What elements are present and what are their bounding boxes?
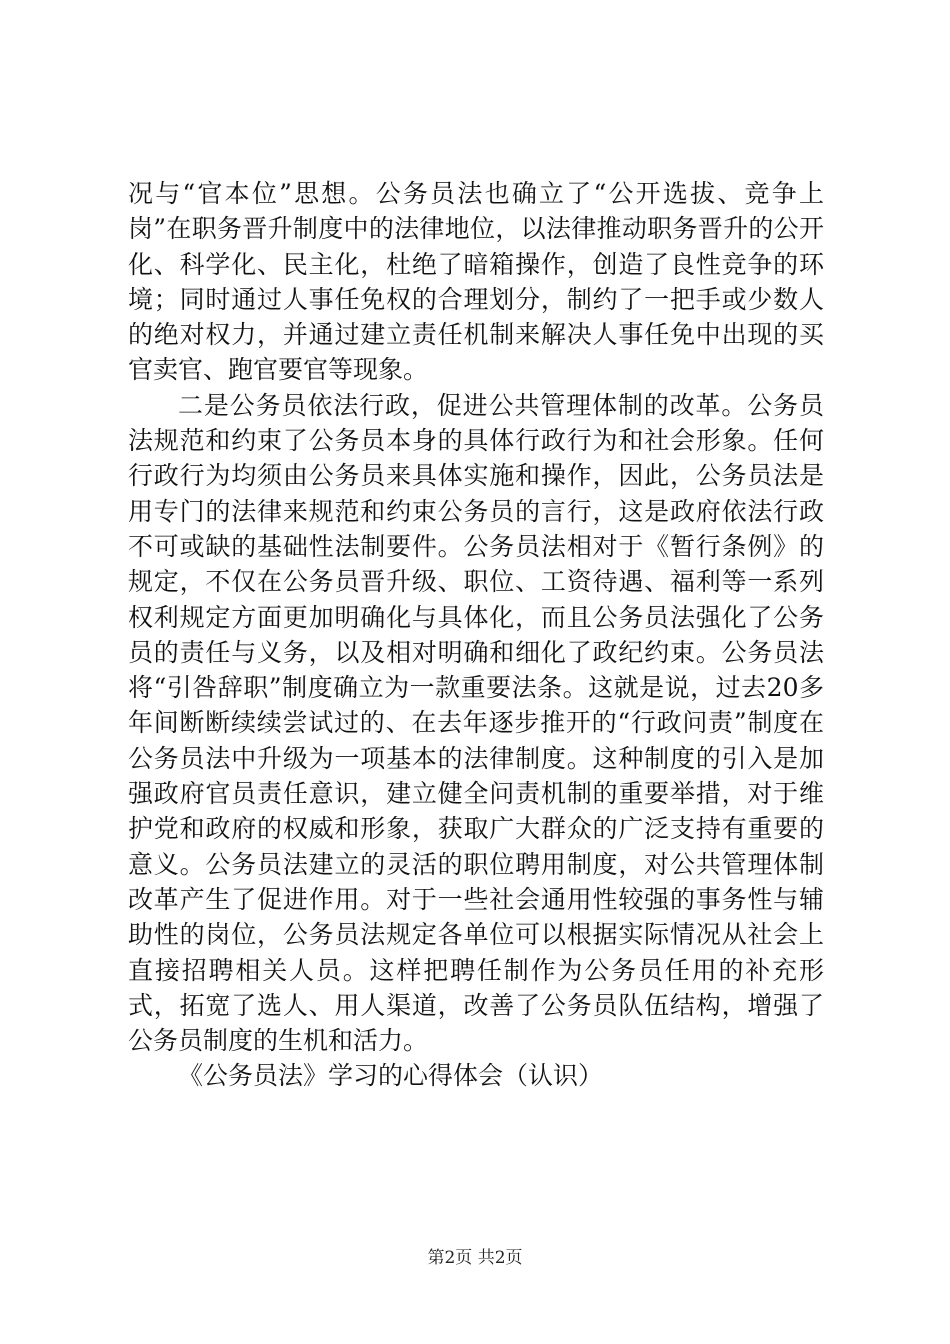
- document-title-line: 《公务员法》学习的心得体会（认识）: [178, 1061, 604, 1091]
- page-number-footer: 第2页 共2页: [427, 1248, 523, 1268]
- paragraph-continuation: 况与“官本位”思想。公务员法也确立了“公开选拔、竞争上岗”在职务晋升制度中的法律地位，以法律推动职务晋升的公开化、科学化、民主化，杜绝了暗箱操作，创造了良性竞争的环境；同时通过人事任免权的合理划分，制约了一把手或少数人的绝对权力，并通过建立责任机制来解决人事任免中出现的买官卖官、跑官要官等现象。: [128, 179, 824, 385]
- document-body: [128, 176, 824, 1094]
- paragraph-section-two: 二是公务员依法行政，促进公共管理体制的改革。公务员法规范和约束了公务员本身的具体行政行为和社会形象。任何行政行为均须由公务员来具体实施和操作，因此，公务员法是用专门的法律来规范和约束公务员的言行，这是政府依法行政不可或缺的基础性法制要件。公务员法相对于《暂行条例》的规定，不仅在公务员晋升级、职位、工资待遇、福利等一系列权利规定方面更加明确化与具体化，而且公务员法强化了公务员的责任与义务，以及相对明确和细化了政纪约束。公务员法将“引咎辞职”制度确立为一款重要法条。这就是说，过去20多年间断断续续尝试过的、在去年逐步推开的“行政问责”制度在公务员法中升级为一项基本的法律制度。这种制度的引入是加强政府官员责任意识，建立健全问责机制的重要举措，对于维护党和政府的权威和形象，获取广大群众的广泛支持有重要的意义。公务员法建立的灵活的职位聘用制度，对公共管理体制改革产生了促进作用。对于一些社会通用性较强的事务性与辅助性的岗位，公务员法规定各单位可以根据实际情况从社会上直接招聘相关人员。这样把聘任制作为公务员任用的补充形式，拓宽了选人、用人渠道，改善了公务员队伍结构，增强了公务员制度的生机和活力。: [128, 390, 824, 1056]
